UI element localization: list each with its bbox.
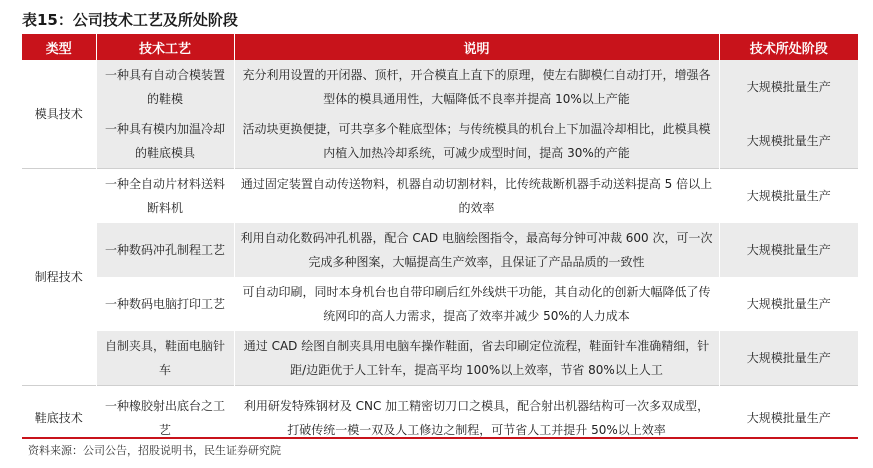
table-row — [22, 114, 858, 169]
table-row — [22, 60, 858, 114]
table-row — [22, 277, 858, 331]
tech-process-table — [22, 34, 858, 450]
stage-cell: 大规模批量生产 — [719, 331, 858, 386]
tech-cell: 一种橡胶射出底台之工艺 — [96, 386, 234, 451]
type-cell: 鞋底技术 — [22, 386, 96, 451]
stage-cell: 大规模批量生产 — [719, 114, 858, 169]
header-type: 类型 — [22, 34, 96, 60]
header-tech: 技术工艺 — [96, 34, 234, 60]
tech-cell: 自制夹具，鞋面电脑针车 — [96, 331, 234, 386]
desc-cell: 活动块更换便捷，可共享多个鞋底型体；与传统模具的机台上下加温冷却相比，此模具模内植入加热冷却系统，可减少成型时间，提高 30%的产能 — [234, 114, 719, 169]
bottom-divider — [22, 437, 858, 439]
stage-cell: 大规模批量生产 — [719, 223, 858, 277]
header-stage: 技术所处阶段 — [719, 34, 858, 60]
desc-cell: 通过 CAD 绘图自制夹具用电脑车操作鞋面，省去印刷定位流程，鞋面针车准确精细，针距/边距优于人工针车，提高平均 100%以上效率，节省 80%以上人工 — [234, 331, 719, 386]
table-row — [22, 169, 858, 224]
type-cell: 制程技术 — [22, 169, 96, 386]
stage-cell: 大规模批量生产 — [719, 60, 858, 114]
tech-cell: 一种数码冲孔制程工艺 — [96, 223, 234, 277]
source-note: 资料来源：公司公告，招股说明书，民生证券研究院 — [28, 444, 281, 457]
table-row — [22, 386, 858, 451]
desc-cell: 通过固定装置自动传送物料，机器自动切割材料，比传统裁断机器手动送料提高 5 倍以上的效率 — [234, 169, 719, 224]
desc-cell: 利用自动化数码冲孔机器，配合 CAD 电脑绘图指令，最高每分钟可冲裁 600 次，可一次完成多种图案，大幅提高生产效率，且保证了产品品质的一致性 — [234, 223, 719, 277]
desc-cell: 可自动印刷，同时本身机台也自带印刷后红外线烘干功能，其自动化的创新大幅降低了传统网印的高人力需求，提高了效率并减少 50%的人力成本 — [234, 277, 719, 331]
desc-cell: 利用研发特殊钢材及 CNC 加工精密切刀口之模具，配合射出机器结构可一次多双成型，打破传统一模一双及人工修边之制程，可节省人工并提升 50%以上效率 — [234, 386, 719, 451]
table-header-row — [22, 34, 858, 60]
tech-cell: 一种具有模内加温冷却的鞋底模具 — [96, 114, 234, 169]
table-title: 表15：公司技术工艺及所处阶段 — [22, 11, 238, 29]
stage-cell: 大规模批量生产 — [719, 169, 858, 224]
tech-cell: 一种全自动片材料送料断料机 — [96, 169, 234, 224]
type-cell: 模具技术 — [22, 60, 96, 169]
tech-cell: 一种具有自动合模装置的鞋模 — [96, 60, 234, 114]
desc-cell: 充分利用设置的开闭器、顶杆，开合模直上直下的原理，使左右脚模仁自动打开，增强各型体的模具通用性，大幅降低不良率并提高 10%以上产能 — [234, 60, 719, 114]
stage-cell: 大规模批量生产 — [719, 277, 858, 331]
stage-cell: 大规模批量生产 — [719, 386, 858, 451]
table-row — [22, 331, 858, 386]
table-row — [22, 223, 858, 277]
tech-cell: 一种数码电脑打印工艺 — [96, 277, 234, 331]
header-desc: 说明 — [234, 34, 719, 60]
